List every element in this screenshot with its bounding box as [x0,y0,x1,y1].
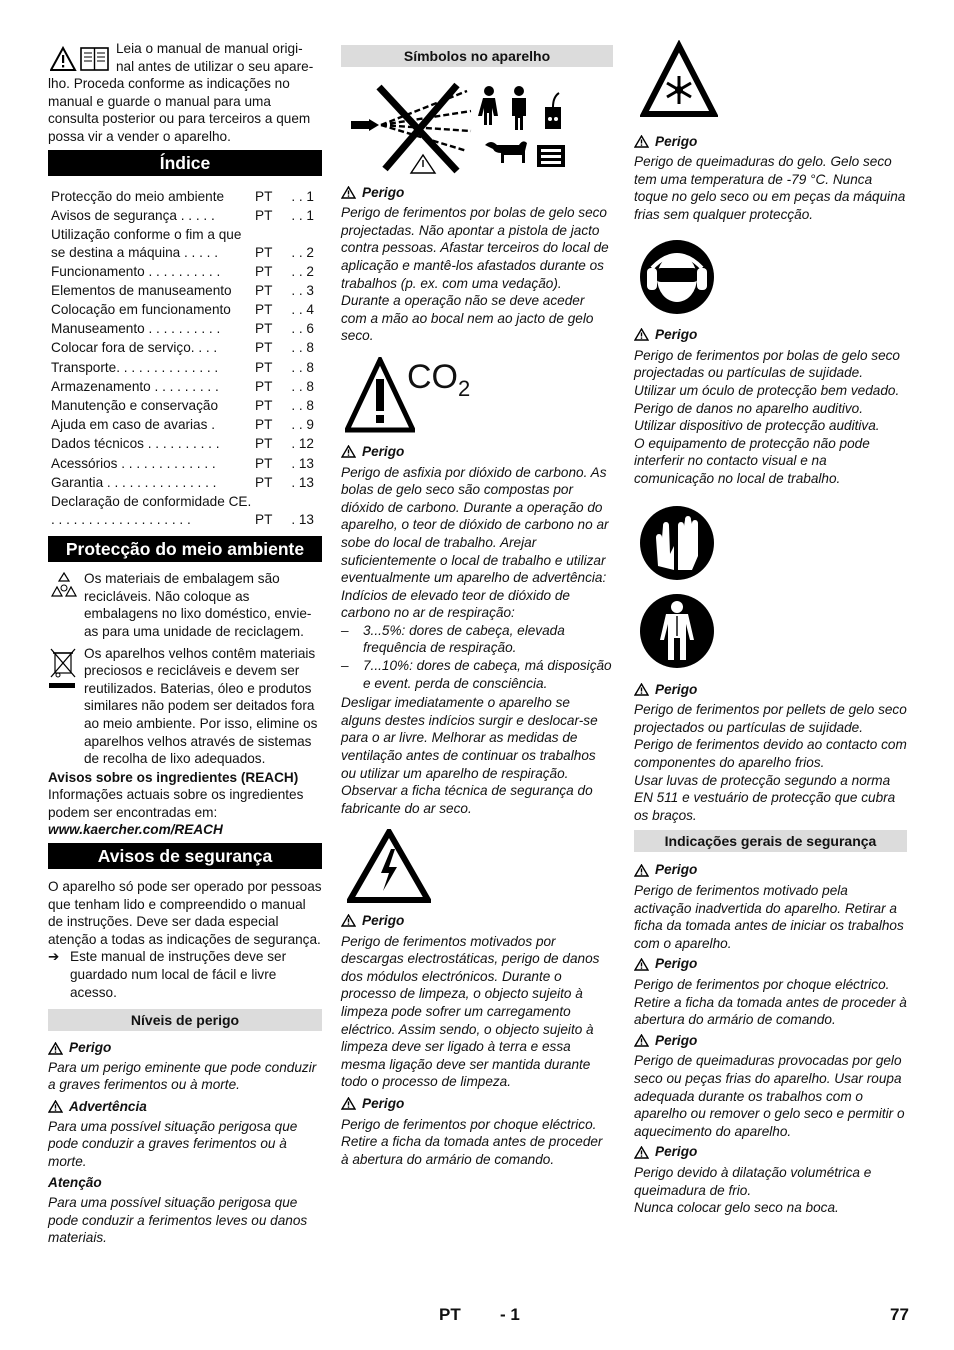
level-warning [48,1098,322,1170]
general3-warning [634,1032,907,1050]
symbol3-warning [341,912,613,930]
index-entry[interactable] [51,397,322,415]
goggles-ear-protection-symbol [638,238,907,321]
index-entry-page: . . 8 [291,398,314,414]
warning-manual-icon [50,46,110,77]
general2-text: Perigo de ferimentos por choque eléctrico. Retire a ficha da tomada antes de proceder à abertura do armário de comando. [634,977,907,1028]
level-danger-label: Perigo [69,1040,112,1056]
index-entry[interactable] [51,320,322,338]
lightning-warning-icon [347,829,431,903]
no-aiming-at-people-symbol [347,81,613,180]
column-middle [341,40,613,1168]
index-entry-lang: PT [255,511,273,527]
index-entry[interactable] [51,188,322,206]
reach-text: Informações actuais sobre os ingredientes podem ser encontradas em: [48,787,304,820]
general1-warning [634,861,907,879]
warning-triangle-icon [341,445,356,458]
safety-bullet-text: Este manual de instruções deve ser guardado num local de fácil e livre acesso. [70,949,287,1000]
symbol6-text: Perigo de ferimentos por bolas de gelo seco projectadas ou partículas de sujidade. Utilizar um óculo de protecção bem vedado. [634,347,900,398]
level-caution [48,1174,322,1246]
index-entry-name: Armazenamento . . . . . . . . . [51,378,219,394]
index-entry-lang: PT [255,244,273,260]
protective-clothing-symbol [638,592,907,675]
arrow-icon: ➔ [48,949,60,965]
warning-triangle-icon [634,135,649,148]
symbol3-text: Perigo de ferimentos motivados por descargas electrostáticas, perigo de danos dos módulos electrónicos. Durante o processo de limpeza, o objecto sujeito à limpeza pode sofrer um carregamento eléctrico. Assim sendo, o objecto sujeito à limpeza deve ser ligado à terra e essa mesma ligação deve ser mantida durante todo o processo de limpeza. [341,933,600,1090]
general1-label: Perigo [655,862,698,878]
co2-warning-triangle-icon [345,357,415,433]
index-entry[interactable] [51,339,322,357]
crossed-bin-icon [48,645,84,768]
level-warning-label: Advertência [69,1099,147,1114]
footer-page-label: - 1 [500,1305,520,1324]
warning-triangle-icon [634,864,649,877]
column-right [634,40,907,1217]
index-entry-name: Dados técnicos . . . . . . . . . . [51,436,220,452]
safety-heading: Avisos de segurança [48,843,322,869]
safety-bullet [48,948,322,1001]
index-entry-name: Elementos de manuseamento [51,282,232,298]
warning-triangle-icon [48,1100,63,1113]
warning-triangle-icon [634,328,649,341]
index-list [48,188,322,529]
safety-text: O aparelho só pode ser operado por pessoas que tenham lido e compreendido o manual de instruções. Deve ser dada especial atenção a todas as indicações de segurança. [48,879,322,947]
index-entry[interactable] [51,416,322,434]
symbol2-text-b: Desligar imediatamente o aparelho se alguns destes indícios surgir e deslocar-se para o ar livre. Melhorar as medidas de ventilação antes de continuar os trabalhos ou utilizar um aparelho de respiração. Observar a ficha técnica de segurança do fabricante do ar seco. [341,695,598,816]
symbol2-label: Perigo [362,443,405,459]
protective-suit-icon [638,592,716,670]
index-entry-page: . . 2 [291,244,314,260]
index-entry-lang: PT [255,359,273,375]
warning-triangle-icon [634,683,649,696]
warning-triangle-icon [341,914,356,927]
index-entry-lang: PT [255,436,273,452]
column-left [48,40,322,1247]
symbol6-text-c: O equipamento de protecção não pode interferir no contacto visual e na comunicação no local de trabalho. [634,435,870,486]
symbol1-warning [341,184,613,202]
index-entry-lang: PT [255,282,273,298]
symbol5-label: Perigo [655,133,698,149]
index-entry-lang: PT [255,398,273,414]
footer-lang: PT [439,1305,461,1324]
gloves-icon [638,504,716,582]
co2-indicator-2: – 7...10%: dores de cabeça, má disposição e event. perda de consciência. [341,658,612,691]
index-entry-name: Declaração de conformidade CE. . . . . . . . . . . . . . . . . . . . [51,493,252,527]
index-entry-name: Colocação em funcionamento [51,302,231,318]
index-entry-page: . . 8 [291,359,314,375]
level-warning-text: Para uma possível situação perigosa que pode conduzir a graves ferimentos ou à morte. [48,1118,298,1169]
index-entry-page: . 13 [291,474,314,490]
index-entry-lang: PT [255,188,273,204]
general4-label: Perigo [655,1144,698,1160]
index-entry-page: . . 3 [291,282,314,298]
symbol7-warning [634,681,907,699]
warning-triangle-icon [48,1042,63,1055]
index-entry-page: . . 6 [291,321,314,337]
warning-triangle-icon [634,1146,649,1159]
index-entry-name: Ajuda em caso de avarias . [51,417,215,433]
index-entry-page: . . 8 [291,340,314,356]
index-entry-name: Transporte. . . . . . . . . . . . . . [51,359,219,375]
intro-text: lho. Proceda conforme as indicações no manual e guarde o manual para uma consulta posterior ou para terceiros a quem possa vir a vender o aparelho. [48,76,311,144]
packaging-text: Os materiais de embalagem são recicláveis. Não coloque as embalagens no lixo doméstico, envie-as para uma unidade de reciclagem. [84,571,312,639]
index-entry[interactable] [51,263,322,281]
index-heading: Índice [48,150,322,176]
index-entry[interactable] [51,474,322,492]
symbols-heading: Símbolos no aparelho [341,45,613,67]
symbol7-text-b: Perigo de ferimentos devido ao contacto com componentes do aparelho frios. [634,737,907,771]
index-entry-name: Colocar fora de serviço. . . . [51,340,218,356]
gloves-symbol [638,504,907,587]
co2-indicator-2-text: 7...10%: dores de cabeça, má disposição e event. perda de consciência. [363,658,612,691]
index-entry-page: . 13 [291,511,314,527]
reach-url[interactable]: www.kaercher.com/REACH [48,822,223,838]
index-entry-lang: PT [255,378,273,394]
index-entry-lang: PT [255,474,273,490]
symbol4-text: Perigo de ferimentos por choque eléctrico. Retire a ficha da tomada antes de proceder à abertura do armário de comando. [341,1116,603,1167]
index-entry-page: . . 9 [291,417,314,433]
index-entry-lang: PT [255,340,273,356]
index-entry[interactable] [51,359,322,377]
symbol1-label: Perigo [362,184,405,200]
co2-warning-symbol [341,357,613,439]
index-entry[interactable] [51,455,322,473]
intro-line-1: Leia o manual de manual origi- [116,41,303,56]
index-entry-name: Utilização conforme o fim a que se destina a máquina . . . . . [51,226,242,260]
index-entry-lang: PT [255,207,273,223]
env-heading: Protecção do meio ambiente [48,536,322,562]
index-entry-name: Acessórios . . . . . . . . . . . . . [51,455,216,471]
index-entry[interactable] [51,435,322,453]
reach-title: Avisos sobre os ingredientes (REACH) [48,769,299,785]
general4-text-b: Nunca colocar gelo seco na boca. [634,1200,839,1216]
general3-label: Perigo [655,1032,698,1048]
index-entry-lang: PT [255,302,273,318]
general4-warning [634,1143,907,1161]
index-entry-page: . . 1 [291,188,314,204]
symbol7-label: Perigo [655,681,698,697]
index-entry-page: . . 1 [291,207,314,223]
index-entry[interactable] [51,301,322,319]
index-entry-page: . . 4 [291,302,314,318]
co2-text: CO [407,357,458,396]
index-entry-name: Funcionamento . . . . . . . . . . [51,263,221,279]
warning-triangle-icon [634,958,649,971]
goggles-ear-protection-icon [638,238,716,316]
symbol1-text: Perigo de ferimentos por bolas de gelo seco projectadas. Não apontar a pistola de jacto contra pessoas. Afastar terceiros do local de aplicação e mantê-los afastados durante os trabalhos (p. ex. com uma vedação). [341,205,609,291]
symbol7-text: Perigo de ferimentos por pellets de gelo seco projectados ou partículas de sujidade. [634,702,907,735]
index-entry[interactable] [51,378,322,396]
frost-warning-symbol [640,40,907,125]
general2-label: Perigo [655,956,698,972]
general1-text: Perigo de ferimentos motivado pela activação inadvertida do aparelho. Retirar a ficha da tomada antes de iniciar os trabalhos com o aparelho. [634,883,904,951]
symbol6-label: Perigo [655,327,698,343]
level-caution-text: Para uma possível situação perigosa que pode conduzir a ferimentos leves ou danos materiais. [48,1194,308,1246]
co2-indicator-1-text: 3...5%: dores de cabeça, elevada frequência de respiração. [363,622,565,656]
index-entry[interactable] [51,226,322,261]
index-entry-page: . 12 [291,436,314,452]
index-entry[interactable] [51,207,322,225]
general3-text: Perigo de queimaduras provocadas por gelo seco ou peças frias do aparelho. Usar roupa adequada durante os trabalhos com o aparelho ou remover o gelo seco e permitir o aquecimento do aparelho. [634,1053,905,1139]
symbol3-label: Perigo [362,913,405,928]
symbol1-text-b: Durante a operação não se deve aceder com a mão ao bocal nem ao jacto de gelo seco. [341,293,594,344]
index-entry-name: Avisos de segurança . . . . . [51,207,215,223]
warning-triangle-icon [341,186,356,199]
index-entry-name: Protecção do meio ambiente [51,188,225,204]
symbol6-warning [634,326,907,344]
intro-block [48,40,322,146]
general-safety-heading: Indicações gerais de segurança [634,830,907,852]
index-entry-name: Manuseamento . . . . . . . . . . [51,321,221,337]
old-devices-text: Os aparelhos velhos contêm materiais preciosos e recicláveis e devem ser reutilizados. Baterias, óleo e produtos similares não podem ser deitados fora ao meio ambiente. Por isso, elimine os aparelhos velhos através de sistemas de recolha de lixo adequados. [84,645,318,767]
warning-triangle-icon [634,1034,649,1047]
index-entry-lang: PT [255,417,273,433]
index-entry[interactable] [51,282,322,300]
level-caution-label: Atenção [48,1175,102,1191]
index-entry-lang: PT [255,263,273,279]
co2-indicator-1: – 3...5%: dores de cabeça, elevada frequência de respiração. [341,622,613,657]
co2-subscript: 2 [458,375,471,401]
co2-label [407,357,470,409]
index-entry-page: . . 8 [291,378,314,394]
intro-line-2: nal antes de utilizar o seu apare- [116,58,314,74]
symbol6-text-b: Perigo de danos no aparelho auditivo. Utilizar dispositivo de protecção auditiva. [634,400,880,434]
levels-heading: Níveis de perigo [48,1009,322,1031]
snowflake-warning-icon [640,40,718,120]
level-danger-text: Para um perigo eminente que pode conduzir a graves ferimentos ou à morte. [48,1059,317,1093]
warning-triangle-icon [341,1097,356,1110]
index-entry-lang: PT [255,321,273,337]
symbol5-warning [634,133,907,151]
symbol7-text-c: Usar luvas de protecção segundo a norma EN 511 e vestuário de protecção que cubra os braços. [634,772,896,823]
index-entry-name: Manutenção e conservação [51,398,219,414]
symbol2-text: Perigo de asfixia por dióxido de carbono. As bolas de gelo seco são compostas por dióxido de carbono. Durante a operação do aparelho, o teor de dióxido de carbono no ar sobe do local de trabalho. Arejar suficientemente o local de trabalho e utilizar eventualmente um aparelho de advertência: Indícios de elevado teor de dióxido de carbono no ar de respiração: [341,464,609,621]
symbol5-text: Perigo de queimaduras do gelo. Gelo seco tem uma temperatura de -79 °C. Nunca toque no gelo seco ou em peças da máquina frias sem qualquer protecção. [634,154,906,222]
footer-page-number: 77 [890,1305,909,1324]
recycling-icon [48,570,84,640]
index-entry[interactable] [51,493,322,528]
old-devices-block [48,645,322,768]
level-danger [48,1039,322,1094]
packaging-block [48,570,322,640]
general4-text: Perigo devido à dilatação volumétrica e queimadura de frio. [634,1164,872,1198]
index-entry-page: . . 2 [291,263,314,279]
index-entry-lang: PT [255,455,273,471]
general2-warning [634,955,907,973]
symbol2-warning [341,443,613,461]
symbol4-label: Perigo [362,1095,405,1111]
electric-warning-symbol [347,829,613,908]
symbol4-warning [341,1095,613,1113]
index-entry-page: . 13 [291,455,314,471]
index-entry-name: Garantia . . . . . . . . . . . . . . . [51,474,217,490]
